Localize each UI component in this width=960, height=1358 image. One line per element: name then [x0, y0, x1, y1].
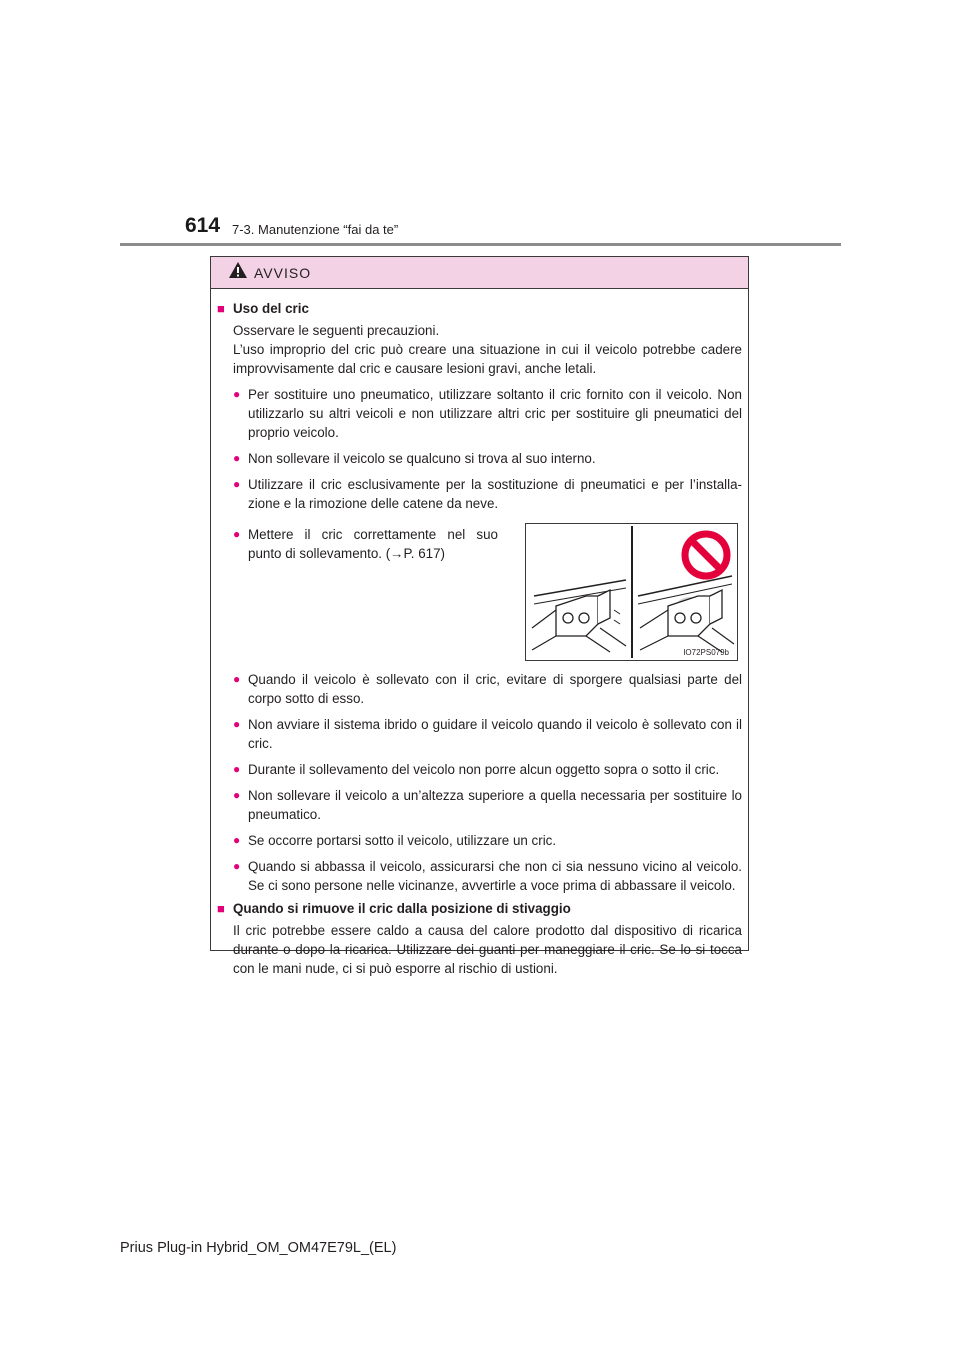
warning-box: [210, 256, 749, 976]
list-item-text: Per sostituire uno pneumatico, utilizzare soltanto il cric fornito con il veicolo. Non utilizzarlo su altri veicoli e non utilizzare altri cric per sostituire gli pneumatici del proprio veicolo.: [248, 387, 742, 440]
list-item: [233, 670, 742, 708]
section-title: 7-3. Manutenzione “fai da te”: [232, 222, 399, 237]
circle-bullet-icon: ●: [233, 788, 241, 802]
circle-bullet-icon: ●: [233, 451, 241, 465]
circle-bullet-icon: ●: [233, 527, 241, 541]
square-bullet-icon: ■: [217, 301, 225, 316]
list-item: [233, 760, 742, 779]
intro-paragraph: [233, 321, 742, 378]
circle-bullet-icon: ●: [233, 833, 241, 847]
warning-header: [211, 257, 748, 289]
list-item: [233, 831, 742, 850]
warning-title: AVVISO: [254, 264, 312, 281]
square-bullet-icon: ■: [217, 901, 225, 916]
list-item: [233, 475, 742, 513]
section-heading-text: Quando si rimuove il cric dalla posizione di stivaggio: [233, 901, 571, 916]
list-item-text: Non avviare il sistema ibrido o guidare il veicolo quando il veicolo è sollevato con il cric.: [248, 717, 742, 751]
header-rule: [120, 243, 841, 246]
list-item: [233, 786, 742, 824]
list-item: [233, 525, 498, 563]
footer-model: Prius Plug-in Hybrid_OM_OM47E79L_(EL): [120, 1240, 397, 1256]
circle-bullet-icon: ●: [233, 387, 241, 401]
list-item-text: Utilizzare il cric esclusivamente per la sostituzione di pneumatici e per l’installa-zione e la rimozione delle catene da neve.: [248, 477, 742, 511]
figure-row: [217, 525, 742, 661]
list-item-text: Quando si abbassa il veicolo, assicurarsi che non ci sia nessuno vicino al veicolo. Se ci sono persone nelle vicinanze, avvertirle a voce prima di abbassare il veicolo.: [248, 859, 742, 893]
list-item-text: Non sollevare il veicolo se qualcuno si trova al suo interno.: [248, 451, 596, 466]
list-item-text: Mettere il cric correttamente nel suo punto di sollevamento. (→P. 617): [248, 527, 498, 561]
intro-line: L’uso improprio del cric può creare una situazione in cui il veicolo potrebbe cadere improvvisamente dal cric e causare lesioni gravi, anche letali.: [233, 342, 742, 376]
jack-point-illustration: [525, 523, 738, 661]
circle-bullet-icon: ●: [233, 762, 241, 776]
list-item: [233, 449, 742, 468]
figure-code: IO72PS079b: [683, 648, 729, 657]
list-item-text: Quando il veicolo è sollevato con il cric, evitare di sporgere qualsiasi parte del corpo sotto di esso.: [248, 672, 742, 706]
list-item: [233, 385, 742, 442]
circle-bullet-icon: ●: [233, 672, 241, 686]
section-heading: [217, 899, 742, 918]
circle-bullet-icon: ●: [233, 717, 241, 731]
warning-triangle-icon: [228, 261, 248, 284]
section-heading: [217, 299, 742, 318]
list-item-text: Se occorre portarsi sotto il veicolo, utilizzare un cric.: [248, 833, 557, 848]
intro-line: Osservare le seguenti precauzioni.: [233, 323, 440, 338]
circle-bullet-icon: ●: [233, 477, 241, 491]
circle-bullet-icon: ●: [233, 859, 241, 873]
list-item: [233, 715, 742, 753]
list-item-text: Durante il sollevamento del veicolo non porre alcun oggetto sopra o sotto il cric.: [248, 762, 720, 777]
section-paragraph: Il cric potrebbe essere caldo a causa del calore prodotto dal dispositivo di ricarica durante o dopo la ricarica. Utilizzare dei guanti per maneggiare il cric. Se lo si tocca con le mani nude, ci si può esporre al rischio di ustioni.: [233, 923, 742, 976]
page-number: 614: [185, 214, 221, 237]
list-item-text: Non sollevare il veicolo a un’altezza superiore a quella necessaria per sostituire lo pneumatico.: [248, 788, 742, 822]
warning-body: [211, 289, 748, 978]
list-item: [233, 857, 742, 895]
section-heading-text: Uso del cric: [233, 301, 309, 316]
